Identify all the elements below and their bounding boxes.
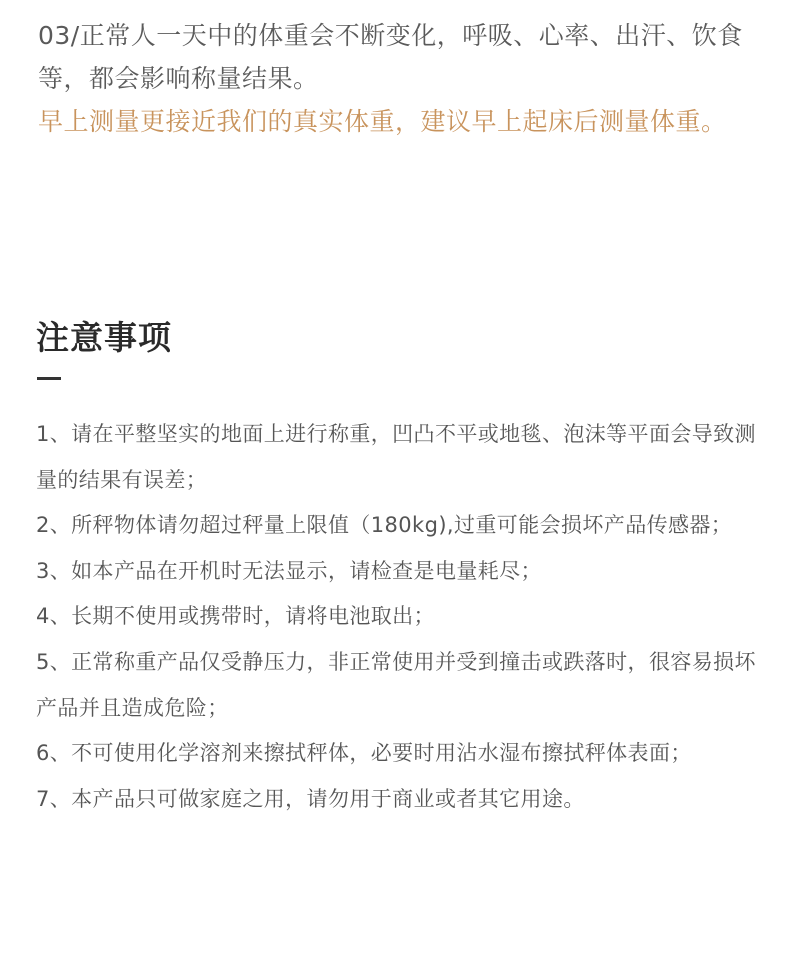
intro-section <box>38 14 758 143</box>
note-item-7: 7、本产品只可做家庭之用，请勿用于商业或者其它用途。 <box>36 786 585 811</box>
title-underline <box>37 377 61 380</box>
intro-paragraph: 03/正常人一天中的体重会不断变化，呼吸、心率、出汗、饮食等，都会影响称量结果。 <box>38 21 743 93</box>
notes-list <box>36 412 756 822</box>
note-item-6: 6、不可使用化学溶剂来擦拭秤体，必要时用沾水湿布擦拭秤体表面； <box>36 741 692 766</box>
intro-highlight-paragraph: 早上测量更接近我们的真实体重，建议早上起床后测量体重。 <box>38 107 727 136</box>
note-item-5: 5、正常称重产品仅受静压力，非正常使用并受到撞击或跌落时，很容易损坏产品并且造成危险； <box>36 649 756 720</box>
note-item-1: 1、请在平整坚实的地面上进行称重，凹凸不平或地毯、泡沫等平面会导致测量的结果有误差； <box>36 422 756 492</box>
note-item-4: 4、长期不使用或携带时，请将电池取出； <box>36 604 435 629</box>
note-item-2: 2、所秤物体请勿超过秤量上限值（180kg),过重可能会损坏产品传感器； <box>36 513 733 538</box>
notes-title: 注意事项 <box>36 318 172 357</box>
note-item-3: 3、如本产品在开机时无法显示，请检查是电量耗尽； <box>36 558 542 583</box>
